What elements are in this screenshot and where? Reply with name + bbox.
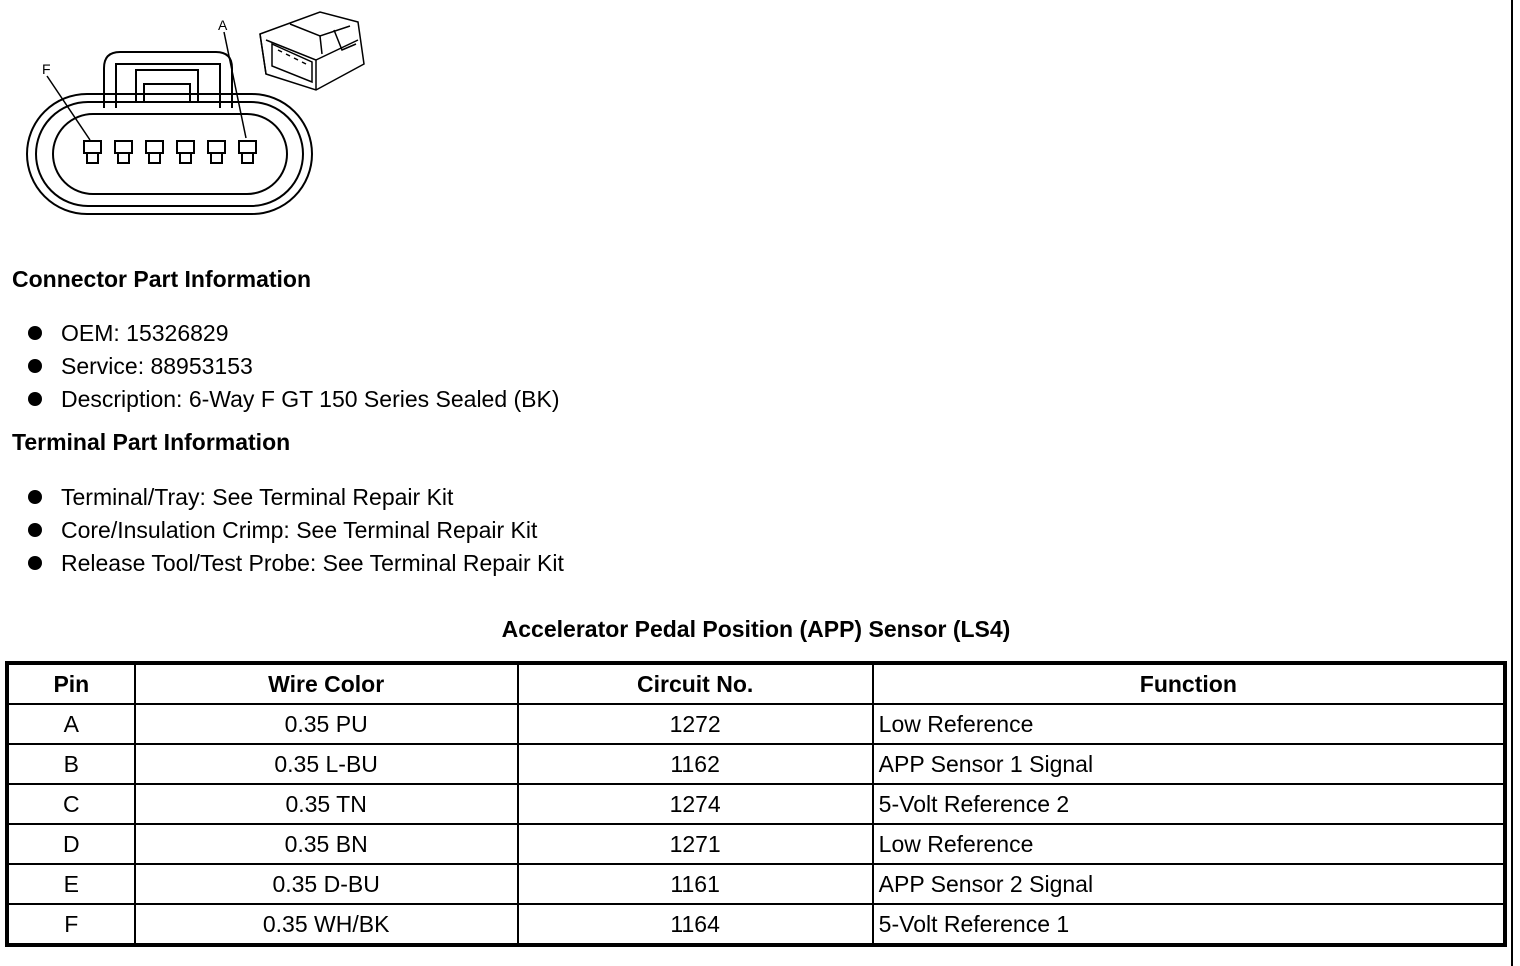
table-row (7, 704, 1505, 744)
bullet-icon (28, 392, 42, 406)
cell-circuit: 1164 (518, 904, 873, 945)
cell-wire-color: 0.35 PU (135, 704, 518, 744)
cell-function: APP Sensor 2 Signal (873, 864, 1505, 904)
pin-label-a: A (218, 17, 228, 33)
table-row (7, 744, 1505, 784)
locking-tab-outer (104, 52, 232, 108)
cell-circuit: 1161 (518, 864, 873, 904)
table-title: Accelerator Pedal Position (APP) Sensor (LS4) (501, 616, 1011, 642)
list-item: Description: 6-Way F GT 150 Series Sealed (BK) (28, 383, 560, 416)
bullet-icon (28, 326, 42, 340)
terminal-cavity-c (177, 141, 194, 163)
bullet-icon (28, 556, 42, 570)
pin-label-f: F (42, 61, 51, 77)
terminal-info-heading: Terminal Part Information (12, 429, 291, 455)
cell-pin: E (7, 864, 135, 904)
cell-wire-color: 0.35 D-BU (135, 864, 518, 904)
table-row (7, 784, 1505, 824)
leader-line-f (47, 76, 90, 140)
terminal-cavity-b (208, 141, 225, 163)
terminal-cavity-e (115, 141, 132, 163)
cell-function: APP Sensor 1 Signal (873, 744, 1505, 784)
cell-pin: A (7, 704, 135, 744)
bullet-icon (28, 523, 42, 537)
leader-line-a (224, 32, 246, 138)
header-circuit: Circuit No. (518, 663, 873, 704)
cell-wire-color: 0.35 WH/BK (135, 904, 518, 945)
cell-function: Low Reference (873, 824, 1505, 864)
cell-function: Low Reference (873, 704, 1505, 744)
connector-info-heading: Connector Part Information (12, 266, 312, 292)
list-item: Service: 88953153 (28, 350, 560, 383)
table-header-row (7, 663, 1505, 704)
cell-wire-color: 0.35 BN (135, 824, 518, 864)
table-row (7, 824, 1505, 864)
cell-pin: F (7, 904, 135, 945)
terminal-info-list (28, 481, 564, 580)
connector-outer-ring (27, 94, 312, 214)
cell-pin: C (7, 784, 135, 824)
connector-diagram (20, 10, 380, 225)
header-function: Function (873, 663, 1505, 704)
cell-circuit: 1272 (518, 704, 873, 744)
cell-pin: D (7, 824, 135, 864)
table-row (7, 864, 1505, 904)
list-item: Terminal/Tray: See Terminal Repair Kit (28, 481, 564, 514)
cell-circuit: 1162 (518, 744, 873, 784)
bullet-icon (28, 490, 42, 504)
terminal-cavity-d (146, 141, 163, 163)
connector-info-list (28, 317, 560, 416)
cell-wire-color: 0.35 TN (135, 784, 518, 824)
list-item: Core/Insulation Crimp: See Terminal Repair Kit (28, 514, 564, 547)
list-item: OEM: 15326829 (28, 317, 560, 350)
header-wire-color: Wire Color (135, 663, 518, 704)
pinout-table (5, 661, 1507, 947)
table-row (7, 904, 1505, 945)
cell-pin: B (7, 744, 135, 784)
terminal-cavity-a (239, 141, 256, 163)
page-right-rule (1511, 0, 1513, 966)
cell-function: 5-Volt Reference 1 (873, 904, 1505, 945)
header-pin: Pin (7, 663, 135, 704)
list-item: Release Tool/Test Probe: See Terminal Repair Kit (28, 547, 564, 580)
cell-circuit: 1274 (518, 784, 873, 824)
cell-circuit: 1271 (518, 824, 873, 864)
locking-tab-latch (136, 70, 198, 102)
cell-function: 5-Volt Reference 2 (873, 784, 1505, 824)
terminal-cavity-f (84, 141, 101, 163)
connector-3d-sketch (260, 12, 364, 90)
bullet-icon (28, 359, 42, 373)
cell-wire-color: 0.35 L-BU (135, 744, 518, 784)
